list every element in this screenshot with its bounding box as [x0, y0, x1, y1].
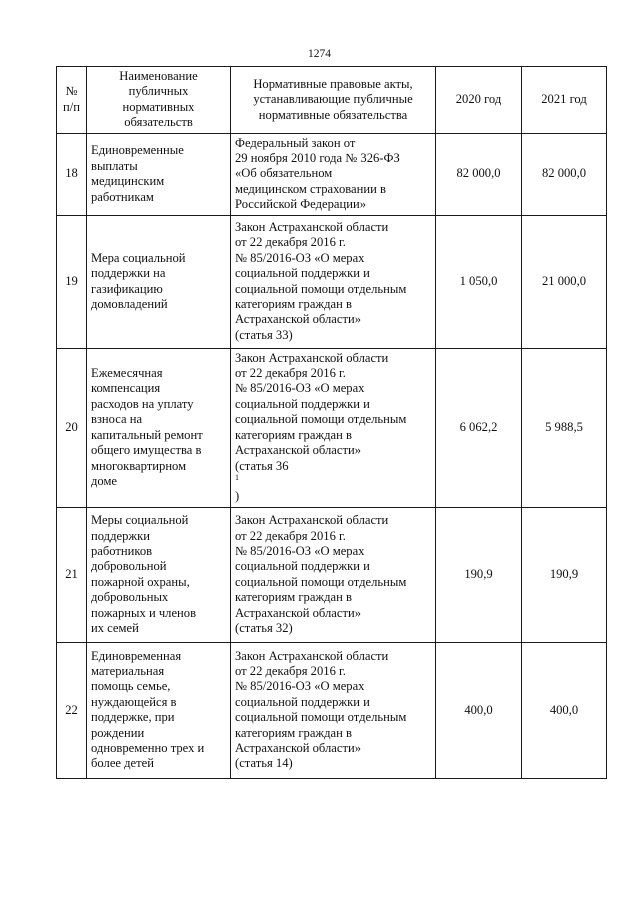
header-number: № п/п [57, 67, 87, 134]
obligations-table [56, 66, 607, 779]
legal-act: Закон Астраханской области от 22 декабря 2016 г. № 85/2016-ОЗ «О мерах социальной поддержки и социальной помощи отдельным категориям граждан в Астраханской области» (статья 36 $^1$ ) [231, 348, 436, 507]
table-row [57, 642, 607, 778]
legal-act: Закон Астраханской области от 22 декабря 2016 г. № 85/2016-ОЗ «О мерах социальной поддержки и социальной помощи отдельным категориям граждан в Астраханской области» (статья 33) [231, 215, 436, 348]
value-2020: 400,0 [436, 642, 522, 778]
page-number: 1274 [308, 48, 331, 60]
value-2020: 1 050,0 [436, 215, 522, 348]
header-year-2020: 2020 год [436, 67, 522, 134]
header-legal-acts: Нормативные правовые акты, устанавливающие публичные нормативные обязательства [231, 67, 436, 134]
row-number: 18 [57, 133, 87, 215]
legal-act: Закон Астраханской области от 22 декабря 2016 г. № 85/2016-ОЗ «О мерах социальной поддержки и социальной помощи отдельным категориям граждан в Астраханской области» (статья 32) [231, 507, 436, 642]
table-header-row [57, 67, 607, 134]
header-obligation-name: Наименование публичных нормативных обязательств [87, 67, 231, 134]
value-2021: 21 000,0 [522, 215, 607, 348]
table-row [57, 215, 607, 348]
row-number: 20 [57, 348, 87, 507]
value-2021: 82 000,0 [522, 133, 607, 215]
table-row [57, 348, 607, 507]
row-number: 21 [57, 507, 87, 642]
value-2020: 6 062,2 [436, 348, 522, 507]
row-number: 19 [57, 215, 87, 348]
obligation-name: Единовременная материальная помощь семье, нуждающейся в поддержке, при рождении одновременно трех и более детей [87, 642, 231, 778]
obligation-name: Меры социальной поддержки работников добровольной пожарной охраны, добровольных пожарных и членов их семей [87, 507, 231, 642]
obligation-name: Единовременные выплаты медицинским работникам [87, 133, 231, 215]
value-2020: 190,9 [436, 507, 522, 642]
table-row [57, 507, 607, 642]
obligation-name: Мера социальной поддержки на газификацию домовладений [87, 215, 231, 348]
row-number: 22 [57, 642, 87, 778]
obligation-name: Ежемесячная компенсация расходов на уплату взноса на капитальный ремонт общего имущества в многоквартирном доме [87, 348, 231, 507]
table-row [57, 133, 607, 215]
article-reference: (статья 36 $^1$ ) [235, 458, 289, 504]
legal-act: Федеральный закон от 29 ноября 2010 года № 326-ФЗ «Об обязательном медицинском страховании в Российской Федерации» [231, 133, 436, 215]
value-2020: 82 000,0 [436, 133, 522, 215]
legal-act: Закон Астраханской области от 22 декабря 2016 г. № 85/2016-ОЗ «О мерах социальной поддержки и социальной помощи отдельным категориям граждан в Астраханской области» (статья 14) [231, 642, 436, 778]
value-2021: 5 988,5 [522, 348, 607, 507]
value-2021: 190,9 [522, 507, 607, 642]
header-year-2021: 2021 год [522, 67, 607, 134]
value-2021: 400,0 [522, 642, 607, 778]
